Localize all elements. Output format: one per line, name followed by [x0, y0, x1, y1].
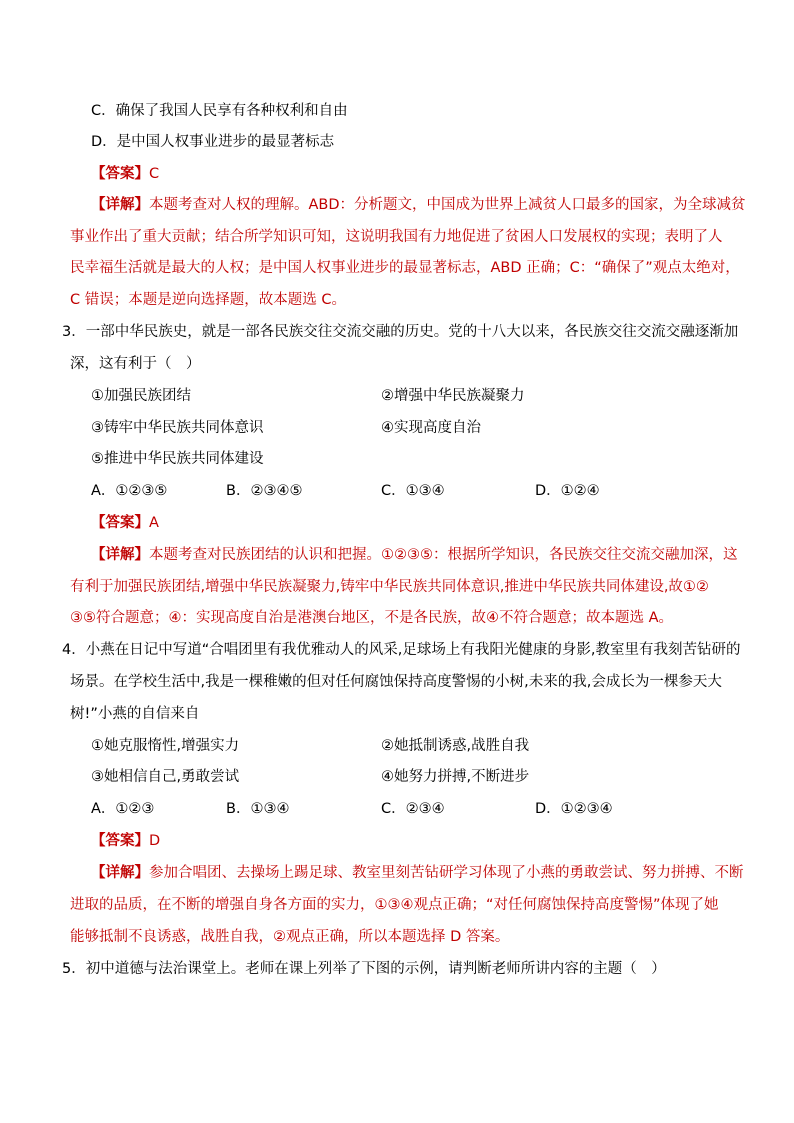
q3-item-4: ④实现高度自治 — [381, 420, 481, 436]
q3-choice-b: B．②③④⑤ — [226, 483, 303, 499]
q3-detail-line-2: 有利于加强民族团结,增强中华民族凝聚力,铸牢中华民族共同体意识,推进中华民族共同体建设,故①② — [70, 579, 709, 595]
q3-item-1: ①加强民族团结 — [91, 388, 191, 404]
answer-tag: 【答案】 — [91, 515, 149, 531]
q2-option-d: D．是中国人权事业进步的最显著标志 — [91, 134, 335, 150]
q2-answer — [91, 164, 159, 184]
q3-stem-line-1: 3．一部中华民族史，就是一部各民族交往交流交融的历史。党的十八大以来，各民族交往交流交融逐渐加 — [62, 324, 739, 340]
answer-value: D — [149, 833, 161, 849]
q4-choice-c: C．②③④ — [381, 801, 445, 817]
q4-item-2: ②她抵制诱惑,战胜自我 — [381, 738, 530, 754]
detail-tag: 【详解】 — [91, 197, 149, 213]
answer-value: A — [149, 515, 159, 531]
answer-tag: 【答案】 — [91, 166, 149, 182]
q2-detail-line-2: 事业作出了重大贡献；结合所学知识可知，这说明我国有力地促进了贫困人口发展权的实现；表明了人 — [70, 229, 723, 245]
q4-item-1: ①她克服惰性,增强实力 — [91, 738, 240, 754]
q3-answer — [91, 513, 159, 533]
answer-value: C — [149, 166, 160, 182]
q4-choice-d: D．①②③④ — [535, 801, 613, 817]
q2-detail-line-1 — [91, 195, 746, 215]
q2-option-c: C．确保了我国人民享有各种权利和自由 — [91, 103, 348, 119]
q4-choice-b: B．①③④ — [226, 801, 290, 817]
q3-choice-d: D．①②④ — [535, 483, 600, 499]
q4-item-3: ③她相信自己,勇敢尝试 — [91, 769, 240, 785]
q4-answer — [91, 831, 160, 851]
detail-text: 本题考查对人权的理解。ABD：分析题文，中国成为世界上减贫人口最多的国家，为全球减贫 — [149, 197, 746, 213]
q3-item-3: ③铸牢中华民族共同体意识 — [91, 420, 264, 436]
q3-detail-line-3: ③⑤符合题意；④：实现高度自治是港澳台地区，不是各民族，故④不符合题意；故本题选 A。 — [70, 610, 674, 626]
q4-stem-line-2: 场景。在学校生活中,我是一棵稚嫩的但对任何腐蚀保持高度警惕的小树,未来的我,会成长为一棵参天大 — [70, 674, 722, 690]
q4-detail-line-2: 进取的品质，在不断的增强自身各方面的实力，①③④观点正确；“对任何腐蚀保持高度警惕”体现了她 — [70, 897, 719, 913]
q4-stem-line-1: 4．小燕在日记中写道“合唱团里有我优雅动人的风采,足球场上有我阳光健康的身影,教室里有我刻苦钻研的 — [62, 642, 741, 658]
q3-detail-line-1 — [91, 545, 738, 565]
q3-item-5: ⑤推进中华民族共同体建设 — [91, 451, 264, 467]
q4-item-4: ④她努力拼搏,不断进步 — [381, 769, 530, 785]
answer-tag: 【答案】 — [91, 833, 149, 849]
detail-text: 本题考查对民族团结的认识和把握。①②③⑤：根据所学知识，各民族交往交流交融加深，这 — [149, 547, 738, 563]
q4-detail-line-3: 能够抵制不良诱惑，战胜自我，②观点正确，所以本题选择 D 答案。 — [70, 929, 510, 945]
q2-detail-line-3: 民幸福生活就是最大的人权；是中国人权事业进步的最显著标志，ABD 正确；C：“确保了”观点太绝对， — [70, 260, 740, 276]
q4-detail-line-1 — [91, 863, 744, 883]
q3-stem-line-2: 深，这有利于（ ） — [70, 356, 201, 372]
q4-stem-line-3: 树!”小燕的自信来自 — [70, 706, 200, 722]
detail-text: 参加合唱团、去操场上踢足球、教室里刻苦钻研学习体现了小燕的勇敢尝试、努力拼搏、不断 — [149, 865, 744, 881]
detail-tag: 【详解】 — [91, 865, 149, 881]
detail-tag: 【详解】 — [91, 547, 149, 563]
q4-choice-a: A．①②③ — [91, 801, 155, 817]
q5-stem: 5．初中道德与法治课堂上。老师在课上列举了下图的示例，请判断老师所讲内容的主题（ ） — [62, 961, 666, 977]
q3-item-2: ②增强中华民族凝聚力 — [381, 388, 525, 404]
q3-choice-c: C．①③④ — [381, 483, 445, 499]
q2-detail-line-4: C 错误；本题是逆向选择题，故本题选 C。 — [70, 292, 346, 308]
q3-choice-a: A．①②③⑤ — [91, 483, 168, 499]
